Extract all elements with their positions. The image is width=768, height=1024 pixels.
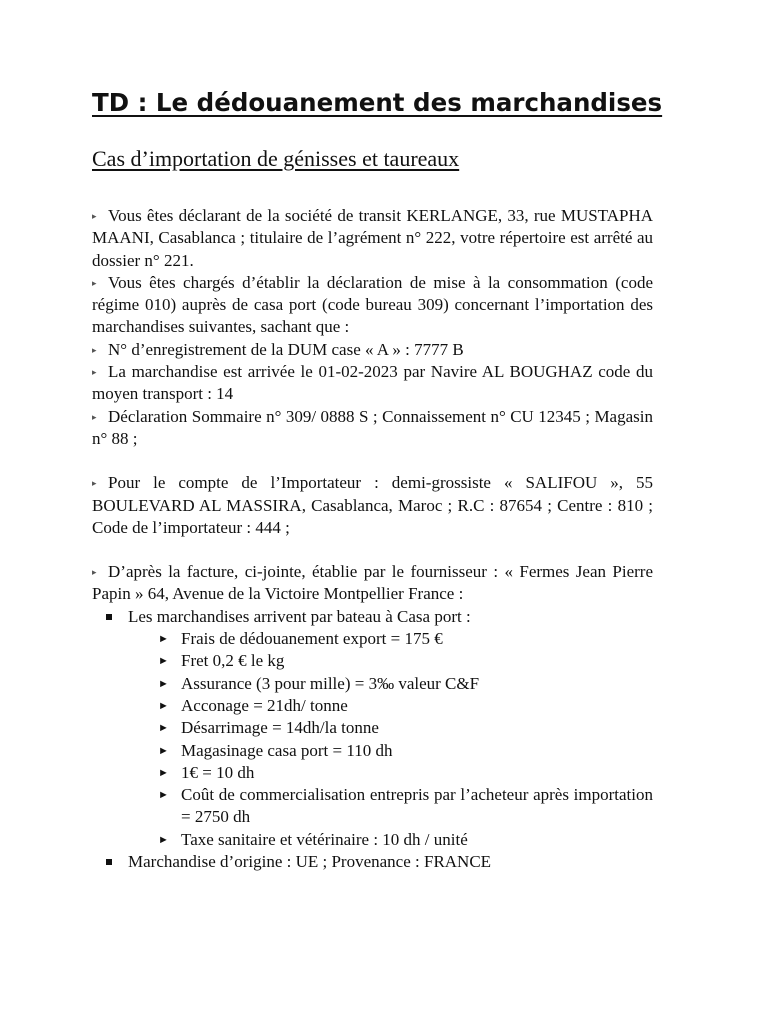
cost-item-text: Coût de commercialisation entrepris par l’acheteur après importation = 2750 dh bbox=[181, 785, 653, 827]
triangle-bullet-icon: ► bbox=[158, 833, 169, 846]
arrow-bullet-icon: ▸ bbox=[92, 411, 97, 422]
list-item bbox=[92, 606, 653, 851]
cost-item bbox=[128, 695, 653, 717]
cost-item bbox=[128, 784, 653, 829]
paragraph-text: Déclaration Sommaire n° 309/ 0888 S ; Connaissement n° CU 12345 ; Magasin n° 88 ; bbox=[92, 406, 653, 448]
list-item bbox=[92, 851, 653, 873]
cost-item bbox=[128, 717, 653, 739]
paragraph-text: Vous êtes déclarant de la société de transit KERLANGE, 33, rue MUSTAPHA MAANI, Casablanca ; titulaire de l’agrément n° 222, votre répertoire est arrêté au dossier n° 221. bbox=[92, 206, 653, 270]
paragraph-arrival bbox=[92, 361, 653, 406]
triangle-bullet-icon: ► bbox=[158, 699, 169, 712]
square-bullet-icon bbox=[106, 859, 112, 865]
arrow-bullet-icon: ▸ bbox=[92, 211, 97, 221]
triangle-bullet-icon: ► bbox=[158, 789, 169, 802]
triangle-bullet-icon: ► bbox=[158, 722, 169, 735]
triangle-bullet-icon: ► bbox=[158, 655, 169, 668]
cost-item-text: Acconage = 21dh/ tonne bbox=[181, 695, 348, 715]
document-body bbox=[92, 205, 653, 873]
cost-item-text: 1€ = 10 dh bbox=[181, 762, 255, 782]
cost-item bbox=[128, 762, 653, 784]
cost-item-text: Magasinage casa port = 110 dh bbox=[181, 740, 393, 760]
cost-item-text: Désarrimage = 14dh/la tonne bbox=[181, 718, 379, 738]
paragraph-summary-declaration bbox=[92, 406, 653, 451]
list-item-text: Les marchandises arrivent par bateau à Casa port : bbox=[128, 606, 471, 626]
paragraph-invoice bbox=[92, 561, 653, 606]
cost-list bbox=[128, 628, 653, 851]
paragraph-transit-agent bbox=[92, 205, 653, 272]
triangle-bullet-icon: ► bbox=[158, 766, 169, 779]
paragraph-dum-number bbox=[92, 339, 653, 361]
cost-item bbox=[128, 740, 653, 762]
paragraph-text: Vous êtes chargés d’établir la déclaration de mise à la consommation (code régime 010) auprès de casa port (code bureau 309) concernant l’importation des marchandises suivantes, sachant que : bbox=[92, 272, 653, 337]
triangle-bullet-icon: ► bbox=[158, 633, 169, 646]
triangle-bullet-icon: ► bbox=[158, 744, 169, 757]
arrow-bullet-icon: ▸ bbox=[92, 344, 97, 355]
triangle-bullet-icon: ► bbox=[158, 677, 169, 690]
cost-item bbox=[128, 628, 653, 650]
cost-item-text: Taxe sanitaire et vétérinaire : 10 dh / unité bbox=[181, 829, 468, 849]
cost-item bbox=[128, 673, 653, 695]
paragraph-text: N° d’enregistrement de la DUM case « A » : 7777 B bbox=[108, 339, 464, 359]
list-item-text: Marchandise d’origine : UE ; Provenance : FRANCE bbox=[128, 852, 492, 872]
paragraph-text: La marchandise est arrivée le 01-02-2023 par Navire AL BOUGHAZ code du moyen transport : 14 bbox=[92, 362, 653, 404]
paragraph-importer bbox=[92, 472, 653, 539]
paragraph-text: Pour le compte de l’Importateur : demi-grossiste « SALIFOU », 55 BOULEVARD AL MASSIRA, Casablanca, Maroc ; R.C : 87654 ; Centre : 810 ; Code de l’importateur : 444 ; bbox=[92, 473, 653, 537]
cost-item-text: Fret 0,2 € le kg bbox=[181, 651, 285, 671]
arrow-bullet-icon: ▸ bbox=[92, 567, 97, 578]
arrow-bullet-icon: ▸ bbox=[92, 367, 97, 378]
arrow-bullet-icon: ▸ bbox=[92, 277, 97, 288]
arrow-bullet-icon: ▸ bbox=[92, 478, 97, 489]
case-subtitle: Cas d’importation de génisses et taureaux bbox=[92, 146, 460, 171]
cost-item bbox=[128, 650, 653, 672]
cost-item-text: Assurance (3 pour mille) = 3‰ valeur C&F bbox=[181, 673, 480, 693]
paragraph-declaration bbox=[92, 272, 653, 339]
cost-item-text: Frais de dédouanement export = 175 € bbox=[181, 629, 443, 649]
goods-list bbox=[92, 606, 653, 874]
document-title: TD : Le dédouanement des marchandises bbox=[92, 88, 663, 117]
cost-item bbox=[128, 829, 653, 851]
paragraph-text: D’après la facture, ci-jointe, établie par le fournisseur : « Fermes Jean Pierre Papin » 64, Avenue de la Victoire Montpellier France : bbox=[92, 562, 653, 604]
square-bullet-icon bbox=[106, 614, 112, 620]
